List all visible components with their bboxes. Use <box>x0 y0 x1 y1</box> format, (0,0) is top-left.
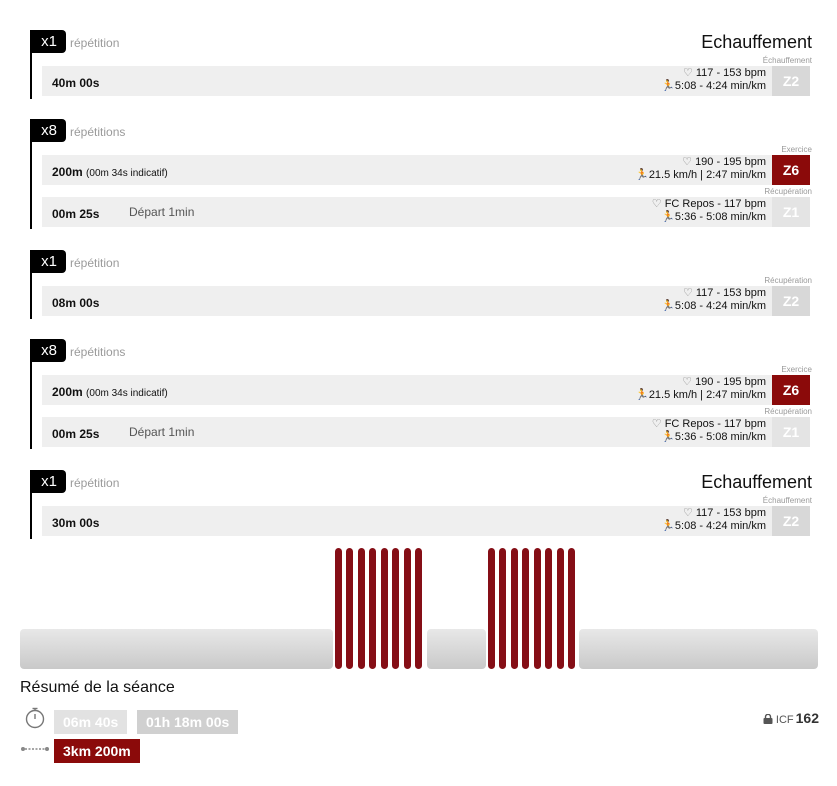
step-note: Départ 1min <box>129 425 195 439</box>
block-title: Echauffement <box>701 472 812 492</box>
step-metrics <box>661 287 766 313</box>
repeat-count-badge: x1 <box>32 470 66 493</box>
pace-range: 5:08 - 4:24 min/km <box>674 80 766 92</box>
profile-bar-exercise <box>381 548 388 669</box>
repeat-count-badge: x8 <box>32 119 66 142</box>
pace-range: 5:36 - 5:08 min/km <box>674 431 766 443</box>
zone-badge: Z6 <box>772 155 810 185</box>
repetitions-label: répétitions <box>70 125 126 139</box>
step-duration: 40m 00s <box>52 76 100 90</box>
step-metrics <box>652 418 766 444</box>
repetitions-label: répétitions <box>70 345 126 359</box>
profile-segment-cooldown <box>579 629 818 669</box>
work-time-pill: 06m 40s <box>54 710 127 734</box>
runner-icon: 🏃 <box>661 80 675 92</box>
pace-range: 21.5 km/h | 2:47 min/km <box>648 169 766 181</box>
profile-bar-exercise <box>488 548 495 669</box>
distance-pill: 3km 200m <box>54 739 140 763</box>
step-duration: 08m 00s <box>52 296 100 310</box>
step-row[interactable] <box>42 66 810 96</box>
profile-bar-exercise <box>499 548 506 669</box>
runner-icon: 🏃 <box>661 431 675 443</box>
step-row[interactable] <box>42 197 810 227</box>
total-time-pill: 01h 18m 00s <box>137 710 238 734</box>
heart-rate-range: 117 - 153 bpm <box>695 287 766 299</box>
runner-icon: 🏃 <box>661 520 675 532</box>
pace-range: 5:08 - 4:24 min/km <box>674 300 766 312</box>
step-metrics <box>652 198 766 224</box>
zone-badge: Z2 <box>772 286 810 316</box>
profile-segment-warmup <box>20 629 333 669</box>
profile-bar-exercise <box>534 548 541 669</box>
step-metrics <box>635 376 766 402</box>
heart-icon: ♡ <box>682 287 693 299</box>
runner-icon: 🏃 <box>661 300 675 312</box>
profile-bar-exercise <box>358 548 365 669</box>
step-metrics <box>635 156 766 182</box>
profile-bar-exercise <box>568 548 575 669</box>
zone-badge: Z1 <box>772 197 810 227</box>
profile-bar-exercise <box>545 548 552 669</box>
step-row[interactable] <box>42 375 810 405</box>
profile-bar-exercise <box>369 548 376 669</box>
zone-type-label: Exercice <box>781 145 812 154</box>
zone-type-label: Récupération <box>764 407 812 416</box>
block-cooldown <box>30 470 812 539</box>
step-duration: 30m 00s <box>52 516 100 530</box>
heart-rate-range: FC Repos - 117 bpm <box>664 418 766 430</box>
heart-icon: ♡ <box>682 376 692 388</box>
zone-type-label: Exercice <box>781 365 812 374</box>
profile-bar-exercise <box>522 548 529 669</box>
step-duration: 00m 25s <box>52 207 100 221</box>
heart-icon: ♡ <box>682 156 692 168</box>
icf-indicator <box>763 710 819 726</box>
block-interval-2 <box>30 339 812 449</box>
repeat-count-badge: x1 <box>32 250 66 273</box>
icf-value: 162 <box>795 710 819 726</box>
block-interval-1 <box>30 119 812 229</box>
profile-bar-exercise <box>335 548 342 669</box>
zone-type-label: Récupération <box>764 187 812 196</box>
heart-rate-range: FC Repos - 117 bpm <box>664 198 766 210</box>
heart-rate-range: 190 - 195 bpm <box>695 156 766 168</box>
zone-type-label: Échauffement <box>762 56 812 65</box>
block-title: Echauffement <box>701 32 812 52</box>
heart-rate-range: 190 - 195 bpm <box>695 376 766 388</box>
pace-range: 5:36 - 5:08 min/km <box>674 211 766 223</box>
runner-icon: 🏃 <box>635 389 649 401</box>
heart-icon: ♡ <box>682 507 693 519</box>
zone-type-label: Récupération <box>764 276 812 285</box>
workout-profile-chart <box>20 548 818 669</box>
profile-bar-exercise <box>557 548 564 669</box>
profile-segment-recovery <box>427 629 486 669</box>
step-duration: 200m (00m 34s indicatif) <box>52 165 168 179</box>
repetitions-label: répétition <box>70 36 120 50</box>
runner-icon: 🏃 <box>635 169 649 181</box>
step-row[interactable] <box>42 506 810 536</box>
pace-range: 5:08 - 4:24 min/km <box>674 520 766 532</box>
icf-label: ICF <box>775 714 794 726</box>
profile-bar-exercise <box>346 548 353 669</box>
pace-range: 21.5 km/h | 2:47 min/km <box>648 389 766 401</box>
zone-badge: Z1 <box>772 417 810 447</box>
lock-icon <box>763 714 773 724</box>
zone-badge: Z6 <box>772 375 810 405</box>
step-duration: 00m 25s <box>52 427 100 441</box>
repetitions-label: répétition <box>70 476 120 490</box>
repeat-count-badge: x1 <box>32 30 66 53</box>
distance-icon <box>20 744 50 754</box>
heart-rate-range: 117 - 153 bpm <box>695 67 766 79</box>
profile-bar-exercise <box>415 548 422 669</box>
step-row[interactable] <box>42 286 810 316</box>
repeat-count-badge: x8 <box>32 339 66 362</box>
zone-badge: Z2 <box>772 506 810 536</box>
repetitions-label: répétition <box>70 256 120 270</box>
heart-icon: ♡ <box>682 67 693 79</box>
block-recovery <box>30 250 812 319</box>
zone-type-label: Échauffement <box>762 496 812 505</box>
heart-icon: ♡ <box>651 418 662 430</box>
step-note: Départ 1min <box>129 205 195 219</box>
step-row[interactable] <box>42 155 810 185</box>
summary-title: Résumé de la séance <box>20 679 175 696</box>
profile-bar-exercise <box>404 548 411 669</box>
runner-icon: 🏃 <box>661 211 675 223</box>
step-row[interactable] <box>42 417 810 447</box>
block-warmup <box>30 30 812 99</box>
profile-bar-exercise <box>392 548 399 669</box>
step-duration: 200m (00m 34s indicatif) <box>52 385 168 399</box>
profile-bar-exercise <box>511 548 518 669</box>
zone-badge: Z2 <box>772 66 810 96</box>
step-metrics <box>661 67 766 93</box>
step-metrics <box>661 507 766 533</box>
heart-rate-range: 117 - 153 bpm <box>695 507 766 519</box>
heart-icon: ♡ <box>651 198 662 210</box>
stopwatch-icon <box>24 707 46 729</box>
